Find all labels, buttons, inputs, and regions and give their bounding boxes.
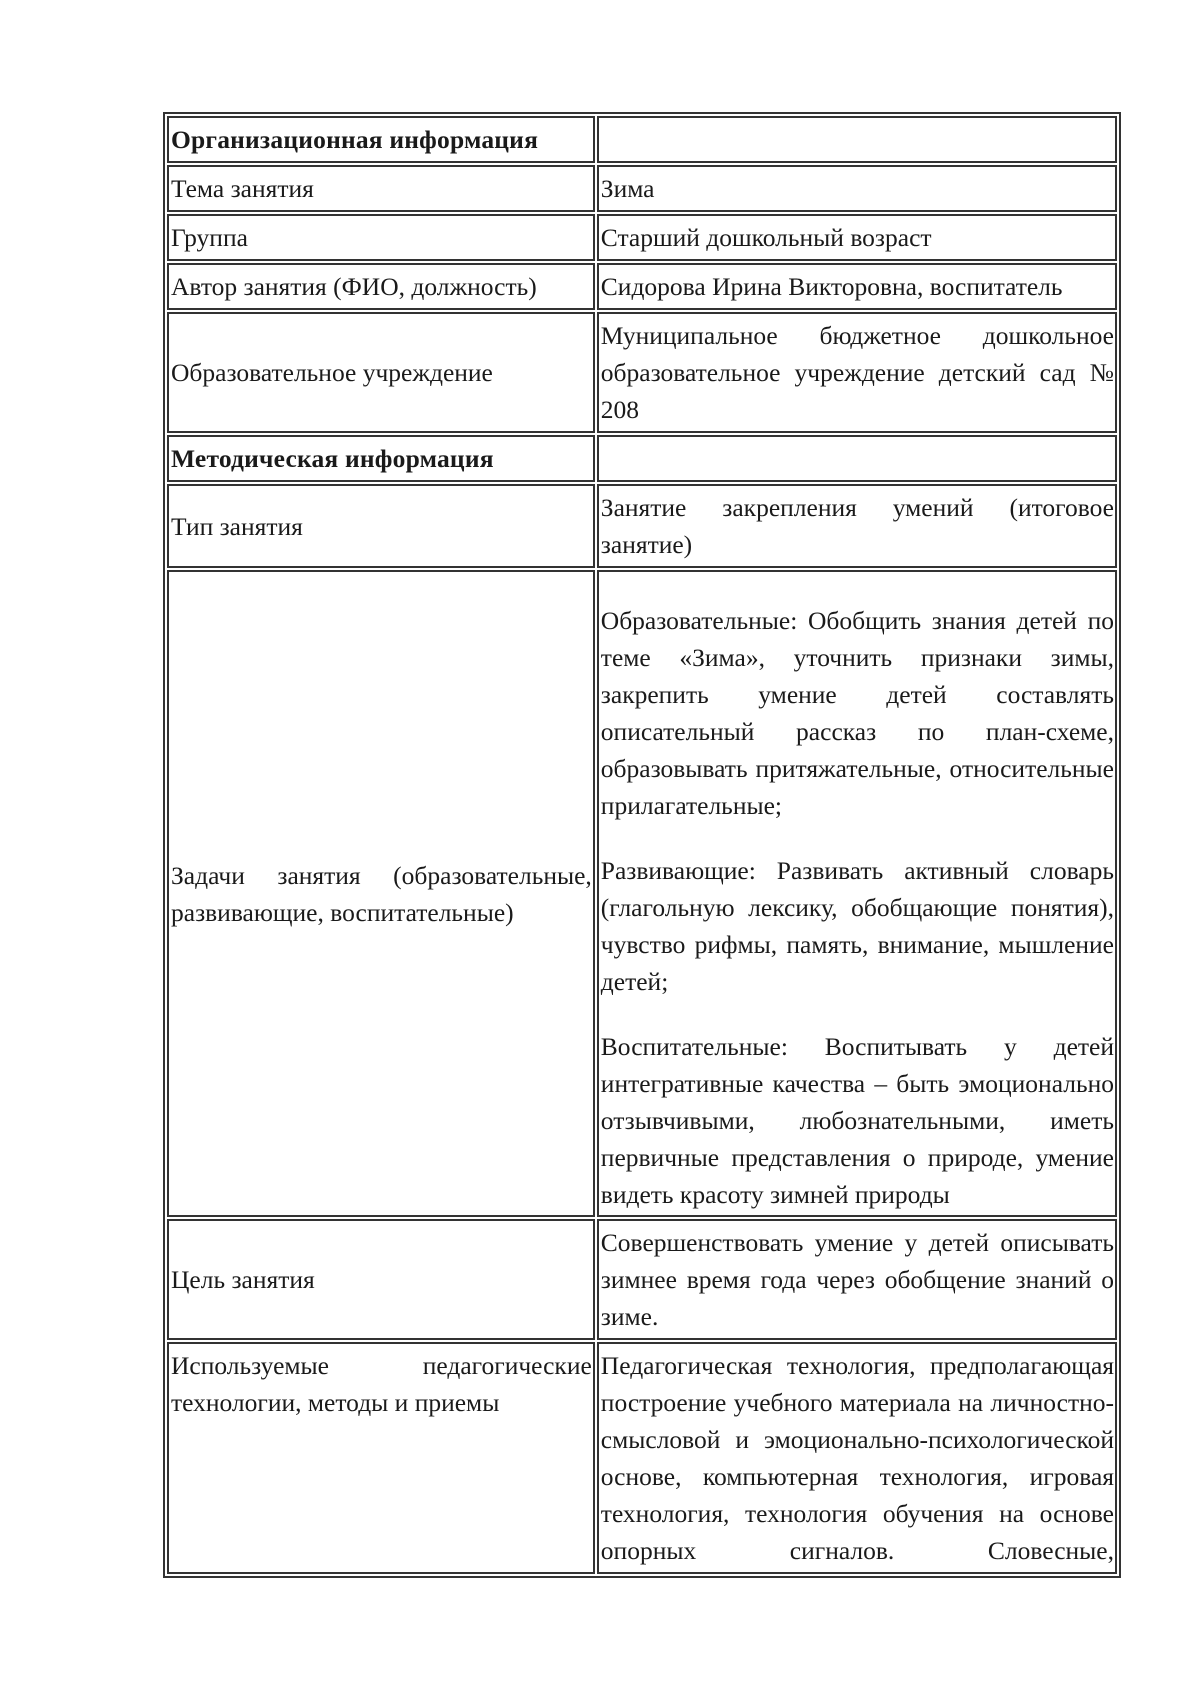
table-row-group	[167, 214, 1117, 261]
org-section-header-row	[167, 116, 1117, 163]
author-label: Автор занятия (ФИО, должность)	[167, 263, 595, 310]
table-row-topic	[167, 165, 1117, 212]
topic-value: Зима	[597, 165, 1117, 212]
lesson-type-value: Занятие закрепления умений (итоговое занятие)	[597, 484, 1117, 568]
tasks-educational: Образовательные: Обобщить знания детей по теме «Зима», уточнить признаки зимы, закрепить умение детей составлять описательный рассказ по план-схеме, образовывать притяжательные, относительные прилагательные;	[600, 606, 1114, 820]
author-value: Сидорова Ирина Викторовна, воспитатель	[597, 263, 1117, 310]
institution-value: Муниципальное бюджетное дошкольное образовательное учреждение детский сад № 208	[597, 312, 1117, 433]
tasks-developing: Развивающие: Развивать активный словарь (глагольную лексику, обобщающие понятия), чувство рифмы, память, внимание, мышление детей;	[600, 856, 1114, 996]
table-row-technologies	[167, 1342, 1117, 1574]
table-row-lesson-type	[167, 484, 1117, 568]
group-value: Старший дошкольный возраст	[597, 214, 1117, 261]
method-section-header-row	[167, 435, 1117, 482]
group-label: Группа	[167, 214, 595, 261]
method-section-empty-cell	[597, 435, 1117, 482]
table-row-institution	[167, 312, 1117, 433]
institution-label: Образовательное учреждение	[167, 312, 595, 433]
table-row-goal	[167, 1219, 1117, 1340]
goal-value: Совершенствовать умение у детей описывать зимнее время года через обобщение знаний о зиме.	[597, 1219, 1117, 1340]
lesson-info-table	[163, 112, 1121, 1578]
tasks-value	[597, 570, 1117, 1217]
table-row-tasks	[167, 570, 1117, 1217]
goal-label: Цель занятия	[167, 1219, 595, 1340]
method-section-heading: Методическая информация	[167, 435, 595, 482]
tasks-upbringing: Воспитательные: Воспитывать у детей интегративные качества – быть эмоционально отзывчивыми, любознательными, иметь первичные представления о природе, умение видеть красоту зимней природы	[600, 1032, 1114, 1209]
tasks-label: Задачи занятия (образовательные, развивающие, воспитательные)	[167, 570, 595, 1217]
table-row-author	[167, 263, 1117, 310]
technologies-label: Используемые педагогические технологии, методы и приемы	[167, 1342, 595, 1574]
technologies-value: Педагогическая технология, предполагающая построение учебного материала на личностно-смысловой и эмоционально-психологической основе, компьютерная технология, игровая технология, технология обучения на основе опорных сигналов. Словесные,	[597, 1342, 1117, 1574]
lesson-type-label: Тип занятия	[167, 484, 595, 568]
topic-label: Тема занятия	[167, 165, 595, 212]
org-section-empty-cell	[597, 116, 1117, 163]
org-section-heading: Организационная информация	[167, 116, 595, 163]
